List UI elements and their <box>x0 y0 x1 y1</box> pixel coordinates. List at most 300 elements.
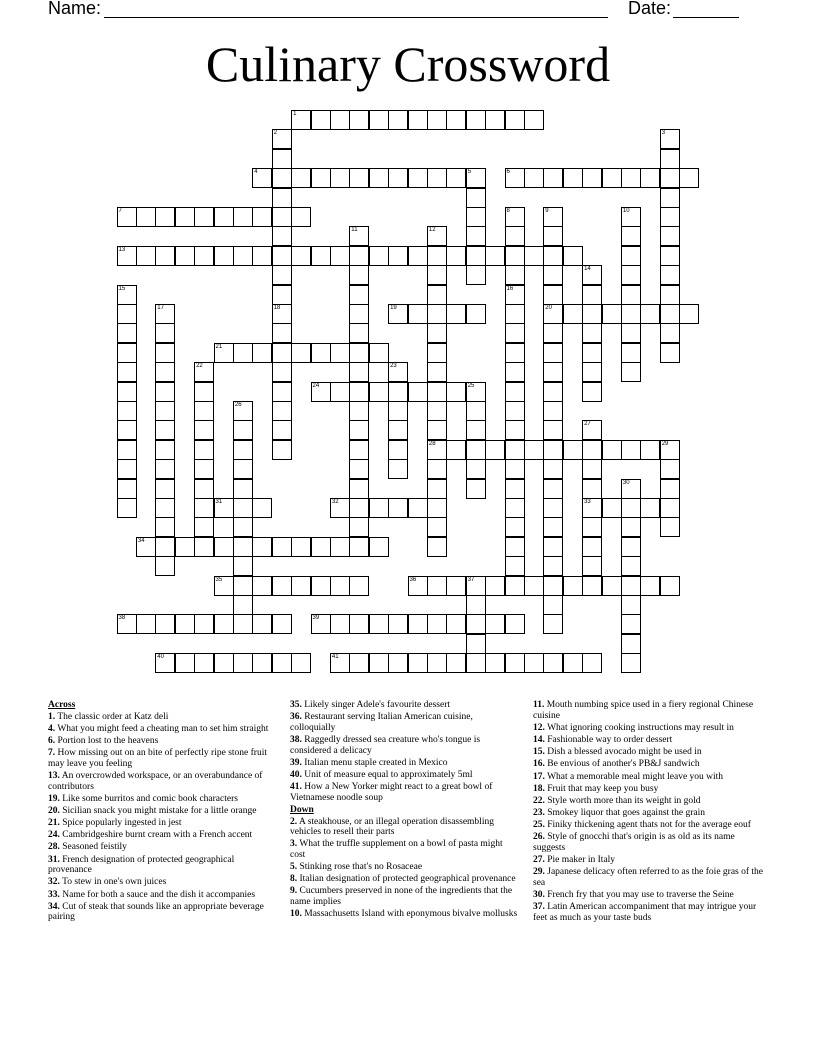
grid-cell[interactable] <box>408 614 428 634</box>
grid-cell[interactable] <box>252 168 272 188</box>
grid-cell[interactable] <box>349 517 369 537</box>
grid-cell[interactable] <box>272 304 292 324</box>
grid-cell[interactable] <box>117 362 137 382</box>
grid-cell[interactable] <box>175 653 195 673</box>
grid-cell[interactable] <box>466 265 486 285</box>
grid-cell[interactable] <box>446 614 466 634</box>
grid-cell[interactable] <box>349 362 369 382</box>
grid-cell[interactable] <box>272 343 292 363</box>
grid-cell[interactable] <box>349 246 369 266</box>
grid-cell[interactable] <box>679 168 699 188</box>
grid-cell[interactable] <box>621 207 641 227</box>
grid-cell[interactable] <box>524 653 544 673</box>
grid-cell[interactable] <box>349 382 369 402</box>
grid-cell[interactable] <box>233 498 253 518</box>
grid-cell[interactable] <box>291 246 311 266</box>
grid-cell[interactable] <box>543 401 563 421</box>
grid-cell[interactable] <box>233 614 253 634</box>
grid-cell[interactable] <box>660 129 680 149</box>
grid-cell[interactable] <box>136 537 156 557</box>
grid-cell[interactable] <box>505 614 525 634</box>
grid-cell[interactable] <box>311 343 331 363</box>
grid-cell[interactable] <box>117 440 137 460</box>
grid-cell[interactable] <box>660 246 680 266</box>
grid-cell[interactable] <box>427 614 447 634</box>
grid-cell[interactable] <box>214 576 234 596</box>
grid-cell[interactable] <box>369 382 389 402</box>
grid-cell[interactable] <box>543 498 563 518</box>
grid-cell[interactable] <box>582 362 602 382</box>
grid-cell[interactable] <box>582 323 602 343</box>
grid-cell[interactable] <box>194 207 214 227</box>
grid-cell[interactable] <box>563 246 583 266</box>
grid-cell[interactable] <box>291 168 311 188</box>
grid-cell[interactable] <box>194 537 214 557</box>
grid-cell[interactable] <box>563 304 583 324</box>
grid-cell[interactable] <box>272 246 292 266</box>
grid-cell[interactable] <box>524 440 544 460</box>
grid-cell[interactable] <box>505 517 525 537</box>
grid-cell[interactable] <box>214 498 234 518</box>
grid-cell[interactable] <box>466 207 486 227</box>
grid-cell[interactable] <box>621 304 641 324</box>
grid-cell[interactable] <box>117 207 137 227</box>
grid-cell[interactable] <box>660 265 680 285</box>
grid-cell[interactable] <box>660 149 680 169</box>
grid-cell[interactable] <box>388 382 408 402</box>
grid-cell[interactable] <box>524 246 544 266</box>
grid-cell[interactable] <box>233 440 253 460</box>
grid-cell[interactable] <box>311 246 331 266</box>
grid-cell[interactable] <box>621 634 641 654</box>
grid-cell[interactable] <box>679 304 699 324</box>
grid-cell[interactable] <box>602 304 622 324</box>
grid-cell[interactable] <box>349 265 369 285</box>
grid-cell[interactable] <box>408 246 428 266</box>
grid-cell[interactable] <box>621 576 641 596</box>
grid-cell[interactable] <box>155 517 175 537</box>
grid-cell[interactable] <box>252 537 272 557</box>
grid-cell[interactable] <box>117 323 137 343</box>
grid-cell[interactable] <box>194 440 214 460</box>
grid-cell[interactable] <box>330 168 350 188</box>
grid-cell[interactable] <box>155 401 175 421</box>
grid-cell[interactable] <box>291 207 311 227</box>
grid-cell[interactable] <box>252 498 272 518</box>
grid-cell[interactable] <box>427 110 447 130</box>
grid-cell[interactable] <box>291 343 311 363</box>
grid-cell[interactable] <box>485 110 505 130</box>
grid-cell[interactable] <box>155 556 175 576</box>
grid-cell[interactable] <box>505 110 525 130</box>
grid-cell[interactable] <box>505 576 525 596</box>
grid-cell[interactable] <box>214 343 234 363</box>
grid-cell[interactable] <box>427 420 447 440</box>
grid-cell[interactable] <box>349 168 369 188</box>
grid-cell[interactable] <box>272 440 292 460</box>
grid-cell[interactable] <box>660 498 680 518</box>
grid-cell[interactable] <box>272 653 292 673</box>
grid-cell[interactable] <box>427 479 447 499</box>
grid-cell[interactable] <box>233 420 253 440</box>
grid-cell[interactable] <box>117 246 137 266</box>
grid-cell[interactable] <box>621 323 641 343</box>
grid-cell[interactable] <box>349 459 369 479</box>
grid-cell[interactable] <box>563 440 583 460</box>
grid-cell[interactable] <box>388 110 408 130</box>
grid-cell[interactable] <box>252 614 272 634</box>
grid-cell[interactable] <box>602 498 622 518</box>
grid-cell[interactable] <box>660 226 680 246</box>
grid-cell[interactable] <box>543 479 563 499</box>
grid-cell[interactable] <box>252 343 272 363</box>
grid-cell[interactable] <box>582 265 602 285</box>
grid-cell[interactable] <box>543 285 563 305</box>
grid-cell[interactable] <box>466 653 486 673</box>
grid-cell[interactable] <box>446 440 466 460</box>
grid-cell[interactable] <box>466 168 486 188</box>
grid-cell[interactable] <box>155 653 175 673</box>
grid-cell[interactable] <box>369 653 389 673</box>
grid-cell[interactable] <box>155 498 175 518</box>
grid-cell[interactable] <box>272 149 292 169</box>
grid-cell[interactable] <box>427 498 447 518</box>
grid-cell[interactable] <box>311 110 331 130</box>
grid-cell[interactable] <box>427 226 447 246</box>
grid-cell[interactable] <box>543 246 563 266</box>
grid-cell[interactable] <box>272 168 292 188</box>
grid-cell[interactable] <box>660 168 680 188</box>
grid-cell[interactable] <box>446 576 466 596</box>
grid-cell[interactable] <box>233 246 253 266</box>
grid-cell[interactable] <box>155 362 175 382</box>
grid-cell[interactable] <box>543 614 563 634</box>
grid-cell[interactable] <box>660 285 680 305</box>
grid-cell[interactable] <box>582 285 602 305</box>
grid-cell[interactable] <box>660 576 680 596</box>
grid-cell[interactable] <box>349 226 369 246</box>
grid-cell[interactable] <box>582 382 602 402</box>
grid-cell[interactable] <box>640 498 660 518</box>
grid-cell[interactable] <box>505 362 525 382</box>
grid-cell[interactable] <box>272 362 292 382</box>
grid-cell[interactable] <box>349 537 369 557</box>
grid-cell[interactable] <box>446 168 466 188</box>
grid-cell[interactable] <box>621 265 641 285</box>
grid-cell[interactable] <box>272 129 292 149</box>
grid-cell[interactable] <box>621 440 641 460</box>
grid-cell[interactable] <box>272 323 292 343</box>
grid-cell[interactable] <box>194 614 214 634</box>
grid-cell[interactable] <box>621 498 641 518</box>
grid-cell[interactable] <box>543 576 563 596</box>
grid-cell[interactable] <box>505 207 525 227</box>
grid-cell[interactable] <box>660 459 680 479</box>
grid-cell[interactable] <box>369 246 389 266</box>
grid-cell[interactable] <box>485 440 505 460</box>
grid-cell[interactable] <box>252 576 272 596</box>
grid-cell[interactable] <box>408 168 428 188</box>
grid-cell[interactable] <box>660 440 680 460</box>
grid-cell[interactable] <box>136 614 156 634</box>
grid-cell[interactable] <box>117 343 137 363</box>
grid-cell[interactable] <box>194 246 214 266</box>
grid-cell[interactable] <box>466 110 486 130</box>
grid-cell[interactable] <box>155 537 175 557</box>
grid-cell[interactable] <box>660 517 680 537</box>
grid-cell[interactable] <box>155 323 175 343</box>
grid-cell[interactable] <box>272 285 292 305</box>
grid-cell[interactable] <box>466 614 486 634</box>
grid-cell[interactable] <box>505 440 525 460</box>
grid-cell[interactable] <box>349 323 369 343</box>
grid-cell[interactable] <box>543 168 563 188</box>
grid-cell[interactable] <box>214 653 234 673</box>
grid-cell[interactable] <box>291 576 311 596</box>
grid-cell[interactable] <box>621 653 641 673</box>
grid-cell[interactable] <box>194 401 214 421</box>
grid-cell[interactable] <box>388 401 408 421</box>
grid-cell[interactable] <box>233 459 253 479</box>
grid-cell[interactable] <box>446 653 466 673</box>
grid-cell[interactable] <box>505 459 525 479</box>
grid-cell[interactable] <box>543 420 563 440</box>
grid-cell[interactable] <box>505 343 525 363</box>
grid-cell[interactable] <box>466 226 486 246</box>
grid-cell[interactable] <box>582 517 602 537</box>
grid-cell[interactable] <box>272 226 292 246</box>
grid-cell[interactable] <box>582 556 602 576</box>
grid-cell[interactable] <box>369 343 389 363</box>
grid-cell[interactable] <box>466 479 486 499</box>
grid-cell[interactable] <box>427 537 447 557</box>
grid-cell[interactable] <box>524 576 544 596</box>
grid-cell[interactable] <box>117 479 137 499</box>
grid-cell[interactable] <box>505 323 525 343</box>
grid-cell[interactable] <box>427 246 447 266</box>
grid-cell[interactable] <box>543 517 563 537</box>
grid-cell[interactable] <box>155 343 175 363</box>
grid-cell[interactable] <box>582 420 602 440</box>
grid-cell[interactable] <box>466 188 486 208</box>
grid-cell[interactable] <box>485 576 505 596</box>
grid-cell[interactable] <box>214 537 234 557</box>
grid-cell[interactable] <box>543 653 563 673</box>
grid-cell[interactable] <box>505 382 525 402</box>
grid-cell[interactable] <box>582 537 602 557</box>
grid-cell[interactable] <box>427 362 447 382</box>
grid-cell[interactable] <box>485 653 505 673</box>
grid-cell[interactable] <box>291 653 311 673</box>
grid-cell[interactable] <box>582 440 602 460</box>
grid-cell[interactable] <box>349 343 369 363</box>
grid-cell[interactable] <box>505 498 525 518</box>
grid-cell[interactable] <box>388 168 408 188</box>
grid-cell[interactable] <box>505 479 525 499</box>
grid-cell[interactable] <box>117 382 137 402</box>
grid-cell[interactable] <box>330 576 350 596</box>
grid-cell[interactable] <box>117 285 137 305</box>
grid-cell[interactable] <box>233 576 253 596</box>
grid-cell[interactable] <box>349 614 369 634</box>
grid-cell[interactable] <box>117 420 137 440</box>
grid-cell[interactable] <box>272 576 292 596</box>
grid-cell[interactable] <box>582 343 602 363</box>
grid-cell[interactable] <box>330 537 350 557</box>
grid-cell[interactable] <box>427 285 447 305</box>
grid-cell[interactable] <box>485 246 505 266</box>
grid-cell[interactable] <box>388 246 408 266</box>
grid-cell[interactable] <box>543 323 563 343</box>
grid-cell[interactable] <box>466 440 486 460</box>
grid-cell[interactable] <box>155 459 175 479</box>
grid-cell[interactable] <box>505 556 525 576</box>
grid-cell[interactable] <box>194 653 214 673</box>
grid-cell[interactable] <box>466 401 486 421</box>
grid-cell[interactable] <box>194 362 214 382</box>
grid-cell[interactable] <box>175 207 195 227</box>
grid-cell[interactable] <box>233 537 253 557</box>
grid-cell[interactable] <box>408 498 428 518</box>
grid-cell[interactable] <box>427 440 447 460</box>
grid-cell[interactable] <box>155 440 175 460</box>
grid-cell[interactable] <box>369 537 389 557</box>
grid-cell[interactable] <box>175 614 195 634</box>
grid-cell[interactable] <box>136 207 156 227</box>
grid-cell[interactable] <box>214 614 234 634</box>
grid-cell[interactable] <box>621 343 641 363</box>
grid-cell[interactable] <box>233 517 253 537</box>
grid-cell[interactable] <box>349 653 369 673</box>
grid-cell[interactable] <box>117 498 137 518</box>
grid-cell[interactable] <box>427 265 447 285</box>
grid-cell[interactable] <box>660 304 680 324</box>
grid-cell[interactable] <box>466 595 486 615</box>
grid-cell[interactable] <box>582 479 602 499</box>
grid-cell[interactable] <box>330 614 350 634</box>
grid-cell[interactable] <box>194 420 214 440</box>
grid-cell[interactable] <box>524 110 544 130</box>
grid-cell[interactable] <box>660 343 680 363</box>
grid-cell[interactable] <box>408 382 428 402</box>
grid-cell[interactable] <box>543 207 563 227</box>
grid-cell[interactable] <box>466 576 486 596</box>
grid-cell[interactable] <box>660 188 680 208</box>
grid-cell[interactable] <box>408 110 428 130</box>
grid-cell[interactable] <box>582 304 602 324</box>
grid-cell[interactable] <box>330 343 350 363</box>
grid-cell[interactable] <box>505 537 525 557</box>
grid-cell[interactable] <box>602 168 622 188</box>
grid-cell[interactable] <box>466 459 486 479</box>
grid-cell[interactable] <box>272 401 292 421</box>
grid-cell[interactable] <box>621 537 641 557</box>
grid-cell[interactable] <box>311 576 331 596</box>
grid-cell[interactable] <box>640 576 660 596</box>
grid-cell[interactable] <box>330 110 350 130</box>
grid-cell[interactable] <box>194 517 214 537</box>
grid-cell[interactable] <box>427 401 447 421</box>
grid-cell[interactable] <box>660 479 680 499</box>
grid-cell[interactable] <box>349 479 369 499</box>
grid-cell[interactable] <box>388 498 408 518</box>
grid-cell[interactable] <box>427 459 447 479</box>
grid-cell[interactable] <box>349 498 369 518</box>
grid-cell[interactable] <box>233 556 253 576</box>
grid-cell[interactable] <box>427 653 447 673</box>
grid-cell[interactable] <box>233 343 253 363</box>
grid-cell[interactable] <box>388 614 408 634</box>
grid-cell[interactable] <box>543 343 563 363</box>
grid-cell[interactable] <box>621 226 641 246</box>
grid-cell[interactable] <box>233 479 253 499</box>
grid-cell[interactable] <box>252 207 272 227</box>
grid-cell[interactable] <box>582 498 602 518</box>
grid-cell[interactable] <box>621 595 641 615</box>
grid-cell[interactable] <box>330 653 350 673</box>
grid-cell[interactable] <box>117 614 137 634</box>
grid-cell[interactable] <box>505 168 525 188</box>
grid-cell[interactable] <box>349 576 369 596</box>
grid-cell[interactable] <box>582 168 602 188</box>
grid-cell[interactable] <box>505 265 525 285</box>
grid-cell[interactable] <box>543 265 563 285</box>
grid-cell[interactable] <box>117 459 137 479</box>
grid-cell[interactable] <box>408 653 428 673</box>
grid-cell[interactable] <box>330 498 350 518</box>
grid-cell[interactable] <box>117 304 137 324</box>
grid-cell[interactable] <box>155 479 175 499</box>
grid-cell[interactable] <box>155 304 175 324</box>
grid-cell[interactable] <box>621 285 641 305</box>
grid-cell[interactable] <box>466 304 486 324</box>
grid-cell[interactable] <box>349 420 369 440</box>
grid-cell[interactable] <box>349 304 369 324</box>
grid-cell[interactable] <box>272 265 292 285</box>
grid-cell[interactable] <box>369 614 389 634</box>
grid-cell[interactable] <box>330 382 350 402</box>
grid-cell[interactable] <box>408 304 428 324</box>
grid-cell[interactable] <box>388 459 408 479</box>
grid-cell[interactable] <box>194 498 214 518</box>
grid-cell[interactable] <box>543 595 563 615</box>
grid-cell[interactable] <box>311 168 331 188</box>
grid-cell[interactable] <box>252 653 272 673</box>
grid-cell[interactable] <box>272 207 292 227</box>
grid-cell[interactable] <box>543 556 563 576</box>
grid-cell[interactable] <box>660 323 680 343</box>
grid-cell[interactable] <box>505 285 525 305</box>
grid-cell[interactable] <box>330 246 350 266</box>
grid-cell[interactable] <box>155 614 175 634</box>
grid-cell[interactable] <box>446 304 466 324</box>
grid-cell[interactable] <box>272 420 292 440</box>
grid-cell[interactable] <box>543 382 563 402</box>
grid-cell[interactable] <box>543 304 563 324</box>
grid-cell[interactable] <box>582 576 602 596</box>
grid-cell[interactable] <box>194 479 214 499</box>
grid-cell[interactable] <box>408 576 428 596</box>
grid-cell[interactable] <box>466 246 486 266</box>
grid-cell[interactable] <box>388 420 408 440</box>
grid-cell[interactable] <box>427 323 447 343</box>
grid-cell[interactable] <box>427 343 447 363</box>
grid-cell[interactable] <box>252 246 272 266</box>
grid-cell[interactable] <box>388 304 408 324</box>
grid-cell[interactable] <box>505 420 525 440</box>
grid-cell[interactable] <box>175 537 195 557</box>
grid-cell[interactable] <box>311 614 331 634</box>
